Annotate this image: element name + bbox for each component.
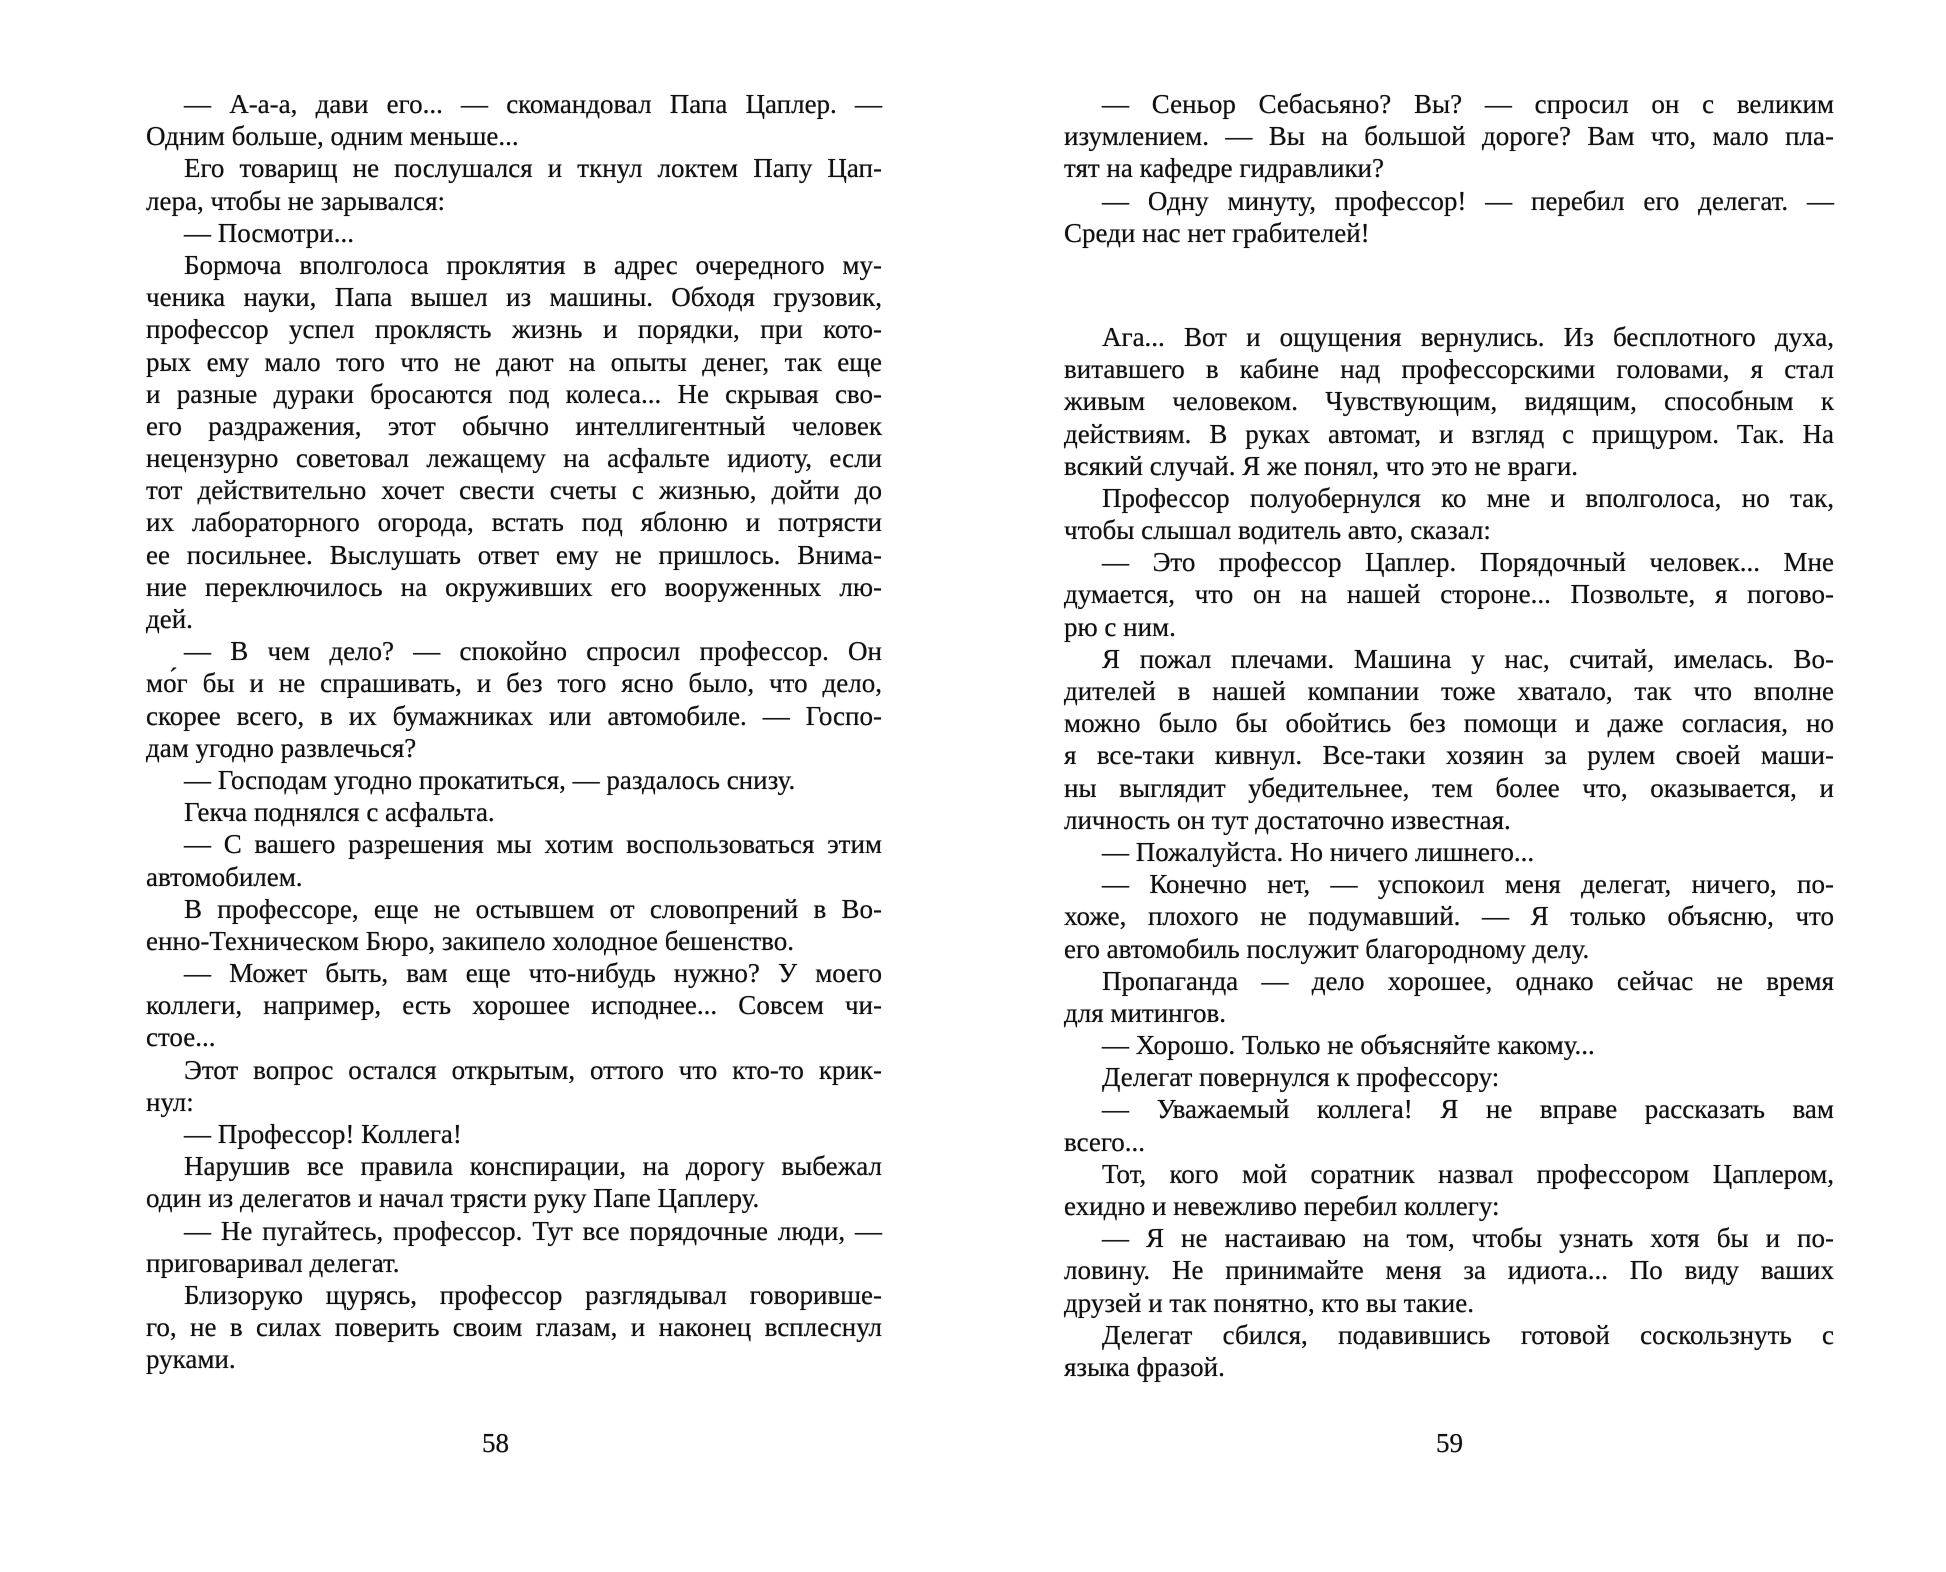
text-line: енно-Техническом Бюро, закипело холодное бешенство. bbox=[146, 925, 794, 956]
text-line: ее посильнее. Выслушать ответ ему не пришлось. Внима- bbox=[146, 539, 882, 570]
text-line: — Хорошо. Только не объясняйте какому... bbox=[1102, 1030, 1595, 1061]
text-line: друзей и так понятно, кто вы такие. bbox=[1064, 1287, 1474, 1318]
text-line: автомобилем. bbox=[146, 861, 303, 892]
page-number-left: 58 bbox=[482, 1428, 509, 1458]
text-line: скорее всего, в их бумажниках или автомобиле. — Госпо- bbox=[146, 700, 882, 731]
text-line: Одним больше, одним меньше... bbox=[146, 121, 519, 152]
text-line: приговаривал делегат. bbox=[146, 1247, 400, 1278]
text-line: — Господам угодно прокатиться, — раздалось снизу. bbox=[184, 764, 796, 795]
text-line: — Посмотри... bbox=[184, 217, 354, 248]
text-line: дам угодно развлечься? bbox=[146, 732, 417, 763]
text-line: — Не пугайтесь, профессор. Тут все порядочные люди, — bbox=[184, 1215, 882, 1246]
text-line: один из делегатов и начал трясти руку Папе Цаплеру. bbox=[146, 1183, 760, 1214]
text-line: го, не в силах поверить своим глазам, и наконец всплеснул bbox=[146, 1312, 882, 1343]
text-line: нул: bbox=[146, 1086, 194, 1117]
text-line: профессор успел проклясть жизнь и порядки, при кото- bbox=[146, 314, 882, 345]
page-number-right: 59 bbox=[1436, 1428, 1463, 1458]
text-line: всякий случай. Я же понял, что это не враги. bbox=[1064, 450, 1579, 481]
text-line: — А-а-а, дави его... — скомандовал Папа Цаплер. — bbox=[184, 89, 882, 119]
text-line: можно было бы обойтись без помощи и даже согласия, но bbox=[1064, 708, 1834, 739]
text-line: мо́г бы и не спрашивать, и без того ясно было, что дело, bbox=[146, 668, 882, 699]
text-line: ехидно и невежливо перебил коллегу: bbox=[1064, 1191, 1500, 1221]
text-line: Профессор полуобернулся ко мне и вполголоса, но так, bbox=[1102, 482, 1834, 513]
text-line: личность он тут достаточно известная. bbox=[1064, 804, 1511, 835]
text-line: его раздражения, этот обычно интеллигентный человек bbox=[146, 410, 882, 441]
text-line: Нарушив все правила конспирации, на дорогу выбежал bbox=[184, 1151, 882, 1182]
text-line: — Одну минуту, профессор! — перебил его делегат. — bbox=[1102, 185, 1834, 216]
text-line: языка фразой. bbox=[1064, 1351, 1225, 1382]
text-line: тят на кафедре гидравлики? bbox=[1064, 153, 1384, 184]
text-line: Его товарищ не послушался и ткнул локтем Папу Цап- bbox=[184, 153, 882, 184]
text-line: чтобы слышал водитель авто, сказал: bbox=[1064, 515, 1491, 546]
text-line: Бормоча вполголоса проклятия в адрес очередного му- bbox=[184, 249, 882, 280]
text-line: хоже, плохого не подумавший. — Я только объясню, что bbox=[1064, 901, 1834, 932]
text-line: действиям. В руках автомат, и взгляд с прищуром. Так. На bbox=[1064, 418, 1834, 449]
text-line: я все-таки кивнул. Все-таки хозяин за рулем своей маши- bbox=[1064, 740, 1834, 771]
text-line: руками. bbox=[146, 1344, 236, 1375]
text-line: — Я не настаиваю на том, чтобы узнать хотя бы и по- bbox=[1102, 1223, 1834, 1254]
text-line: Я пожал плечами. Машина у нас, считай, имелась. Во- bbox=[1102, 643, 1834, 674]
text-line: рых ему мало того что не дают на опыты денег, так еще bbox=[146, 346, 882, 377]
text-line: думается, что он на нашей стороне... Позвольте, я погово- bbox=[1064, 579, 1834, 610]
text-line: Делегат сбился, подавившись готовой соскользнуть с bbox=[1102, 1319, 1834, 1350]
text-line: ние переключилось на окруживших его вооруженных лю- bbox=[146, 571, 882, 602]
text-line: изумлением. — Вы на большой дороге? Вам что, мало пла- bbox=[1064, 121, 1834, 152]
text-line: ловину. Не принимайте меня за идиота... По виду ваших bbox=[1064, 1255, 1834, 1286]
text-section bbox=[146, 88, 882, 1376]
text-section bbox=[1064, 88, 1834, 249]
text-line: — Сеньор Себасьяно? Вы? — спросил он с великим bbox=[1102, 89, 1834, 119]
text-line: тот действительно хочет свести счеты с жизнью, дойти до bbox=[146, 475, 882, 506]
text-line: витавшего в кабине над профессорскими головами, я стал bbox=[1064, 354, 1834, 385]
text-line: рю с ним. bbox=[1064, 611, 1176, 642]
text-line: его автомобиль послужит благородному делу. bbox=[1064, 933, 1590, 964]
text-line: всего... bbox=[1064, 1126, 1146, 1157]
text-line: Тот, кого мой соратник назвал профессором Цаплером, bbox=[1102, 1158, 1834, 1189]
text-line: В профессоре, еще не остывшем от словопрений в Во- bbox=[184, 893, 882, 924]
text-line: Этот вопрос остался открытым, оттого что кто-то крик- bbox=[184, 1054, 882, 1085]
text-line: Делегат повернулся к профессору: bbox=[1102, 1062, 1500, 1093]
text-line: Ага... Вот и ощущения вернулись. Из бесплотного духа, bbox=[1102, 321, 1834, 352]
text-line: живым человеком. Чувствующим, видящим, способным к bbox=[1064, 386, 1834, 417]
text-line: — Это профессор Цаплер. Порядочный человек... Мне bbox=[1102, 547, 1834, 578]
text-line: — Уважаемый коллега! Я не вправе рассказать вам bbox=[1102, 1094, 1834, 1125]
text-line: нецензурно советовал лежащему на асфальте идиоту, если bbox=[146, 443, 882, 474]
text-line: Среди нас нет грабителей! bbox=[1064, 217, 1370, 248]
text-section bbox=[1064, 321, 1834, 1383]
text-line: — Профессор! Коллега! bbox=[184, 1119, 462, 1149]
left-page-text bbox=[146, 88, 882, 1376]
text-line: их лабораторного огорода, встать под яблоню и потрясти bbox=[146, 507, 882, 538]
text-line: — В чем дело? — спокойно спросил профессор. Он bbox=[184, 636, 882, 667]
text-line: для митингов. bbox=[1064, 997, 1227, 1028]
text-line: дителей в нашей компании тоже хватало, так что вполне bbox=[1064, 676, 1834, 706]
text-line: лера, чтобы не зарывался: bbox=[146, 185, 446, 216]
text-line: и разные дураки бросаются под колеса... Не скрывая сво- bbox=[146, 378, 882, 409]
text-line: коллеги, например, есть хорошее исподнее... Совсем чи- bbox=[146, 990, 882, 1021]
text-line: дей. bbox=[146, 604, 193, 634]
text-line: — Конечно нет, — успокоил меня делегат, ничего, по- bbox=[1102, 869, 1834, 900]
text-line: Гекча поднялся с асфальта. bbox=[184, 797, 495, 828]
text-line: Пропаганда — дело хорошее, однако сейчас не время bbox=[1102, 965, 1834, 996]
text-line: стое... bbox=[146, 1022, 216, 1053]
text-line: — Может быть, вам еще что-нибудь нужно? У моего bbox=[184, 958, 882, 989]
text-line: — С вашего разрешения мы хотим воспользоваться этим bbox=[184, 829, 882, 860]
text-line: ченика науки, Папа вышел из машины. Обходя грузовик, bbox=[146, 282, 882, 313]
text-line: ны выглядит убедительнее, тем более что, оказывается, и bbox=[1064, 772, 1834, 803]
right-page-text bbox=[1064, 88, 1834, 1383]
text-line: — Пожалуйста. Но ничего лишнего... bbox=[1102, 836, 1535, 867]
text-line: Близоруко щурясь, профессор разглядывал говорившe- bbox=[184, 1279, 882, 1310]
